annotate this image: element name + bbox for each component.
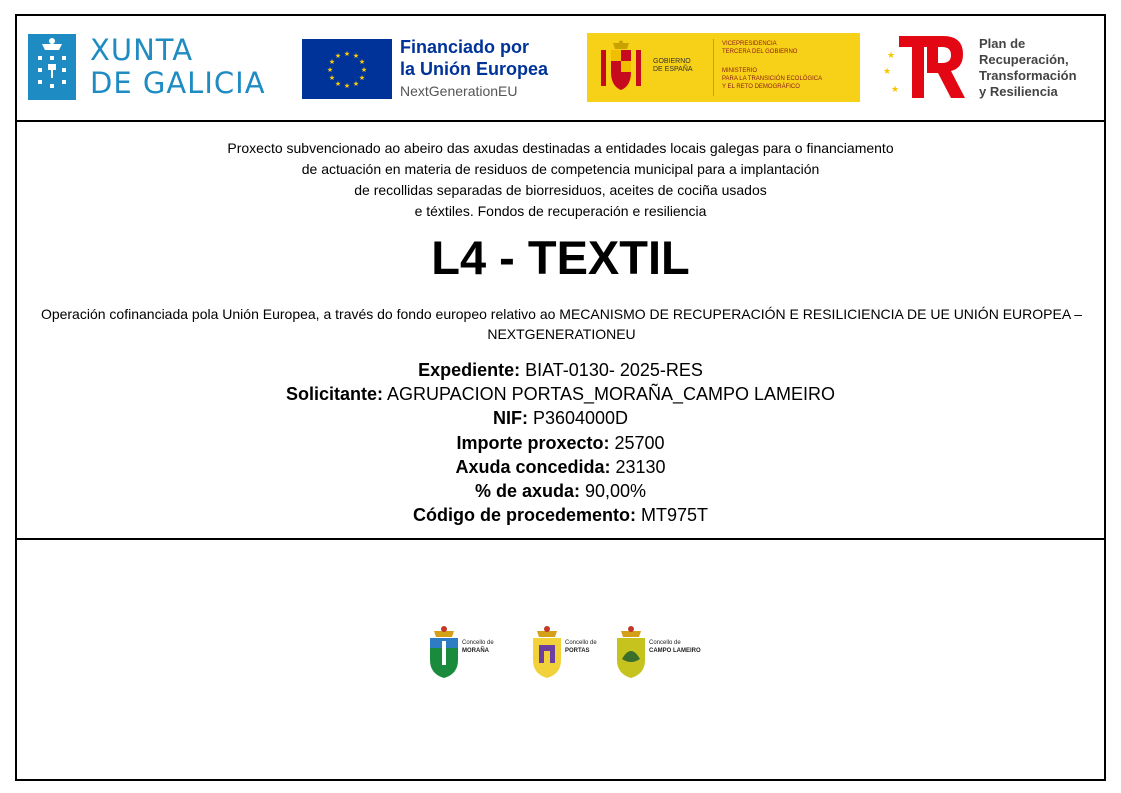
- xunta-line2: DE GALICIA: [90, 66, 266, 100]
- portas-prefix: Concello de: [565, 640, 597, 646]
- xunta-logo: [28, 34, 288, 100]
- xunta-shield-icon: [28, 34, 76, 100]
- morana-name: MORAÑA: [462, 648, 489, 654]
- svg-text:★: ★: [334, 52, 342, 60]
- municipalities-section: [17, 540, 1104, 781]
- svg-text:★: ★: [891, 85, 900, 95]
- spain-crest-icon: [599, 40, 643, 94]
- gobierno-name: GOBIERNO DE ESPAÑA: [653, 58, 693, 73]
- svg-text:★: ★: [343, 82, 351, 90]
- logo-strip: [17, 16, 1104, 122]
- svg-text:★: ★: [358, 74, 366, 82]
- svg-text:★: ★: [334, 80, 342, 88]
- field-expediente: Expediente: BIAT-0130- 2025-RES: [418, 360, 703, 380]
- campo-lameiro-crest-icon: [614, 621, 648, 679]
- svg-text:★: ★: [352, 52, 360, 60]
- gobierno-logo: [587, 33, 860, 102]
- svg-text:★: ★: [352, 80, 360, 88]
- eu-line3: NextGenerationEU: [400, 83, 518, 99]
- portas-logo: [530, 621, 610, 681]
- svg-text:★: ★: [343, 50, 351, 58]
- prtr-mark-icon: [883, 32, 969, 104]
- svg-text:★: ★: [328, 58, 336, 66]
- operation-statement: Operación cofinanciada pola Unión Europea, a través do fondo europeo relativo ao MECANISMO DE RECUPERACIÓN E RESILICIENCIA DE UE UNIÓN EUROPEA – NEXTGENERATIONEU: [40, 306, 1083, 342]
- project-info: [17, 122, 1104, 540]
- field-axuda: Axuda concedida: 23130: [455, 456, 666, 477]
- portas-name: PORTAS: [565, 648, 590, 654]
- eu-line2: la Unión Europea: [400, 59, 549, 79]
- morana-prefix: Concello de: [462, 640, 494, 646]
- eu-line1: Financiado por: [400, 37, 530, 57]
- field-nif: NIF: P3604000D: [492, 408, 629, 429]
- field-solicitante: Solicitante: AGRUPACION PORTAS_MORAÑA_CAMPO LAMEIRO: [285, 384, 836, 405]
- page-title: L4 - TEXTIL: [431, 231, 690, 284]
- project-fields: [17, 358, 1104, 527]
- morana-logo: [427, 621, 515, 681]
- vicepresidencia-text: VICEPRESIDENCIA TERCERA DEL GOBIERNO: [722, 41, 798, 55]
- ministerio-text: MINISTERIO PARA LA TRANSICIÓN ECOLÓGICA Y EL RETO DEMOGRÁFICO: [722, 68, 823, 90]
- svg-text:★: ★: [326, 66, 334, 74]
- prtr-text: Plan de Recuperación, Transformación y Resiliencia: [979, 36, 1077, 99]
- svg-text:★: ★: [887, 51, 896, 61]
- field-porcentaxe: % de axuda: 90,00%: [474, 481, 647, 502]
- svg-text:★: ★: [883, 67, 892, 77]
- eu-flag-icon: [302, 39, 392, 99]
- svg-text:★: ★: [358, 58, 366, 66]
- portas-crest-icon: [530, 621, 564, 679]
- eu-funding-logo: [302, 36, 562, 102]
- field-codigo: Código de procedemento: MT975T: [412, 505, 709, 526]
- municipality-logos: [427, 621, 707, 681]
- campo-lameiro-name: CAMPO LAMEIRO: [649, 648, 701, 654]
- morana-crest-icon: [427, 621, 461, 679]
- xunta-line1: XUNTA: [90, 33, 194, 67]
- svg-text:★: ★: [360, 66, 368, 74]
- field-importe: Importe proxecto: 25700: [456, 432, 665, 453]
- svg-text:★: ★: [328, 74, 336, 82]
- prtr-logo: [883, 32, 1098, 104]
- gobierno-divider: [713, 39, 714, 96]
- campo-lameiro-prefix: Concello de: [649, 640, 681, 646]
- poster-frame: [15, 14, 1106, 781]
- project-description: Proxecto subvencionado ao abeiro das axudas destinadas a entidades locais galegas para o financiamento de actuación en materia de residuos de competencia municipal para a implantación de recollidas separadas de biorresiduos, aceites de cociña usados e téxtiles. Fondos de recuperación e resiliencia: [227, 140, 894, 219]
- campo-lameiro-logo: [614, 621, 707, 681]
